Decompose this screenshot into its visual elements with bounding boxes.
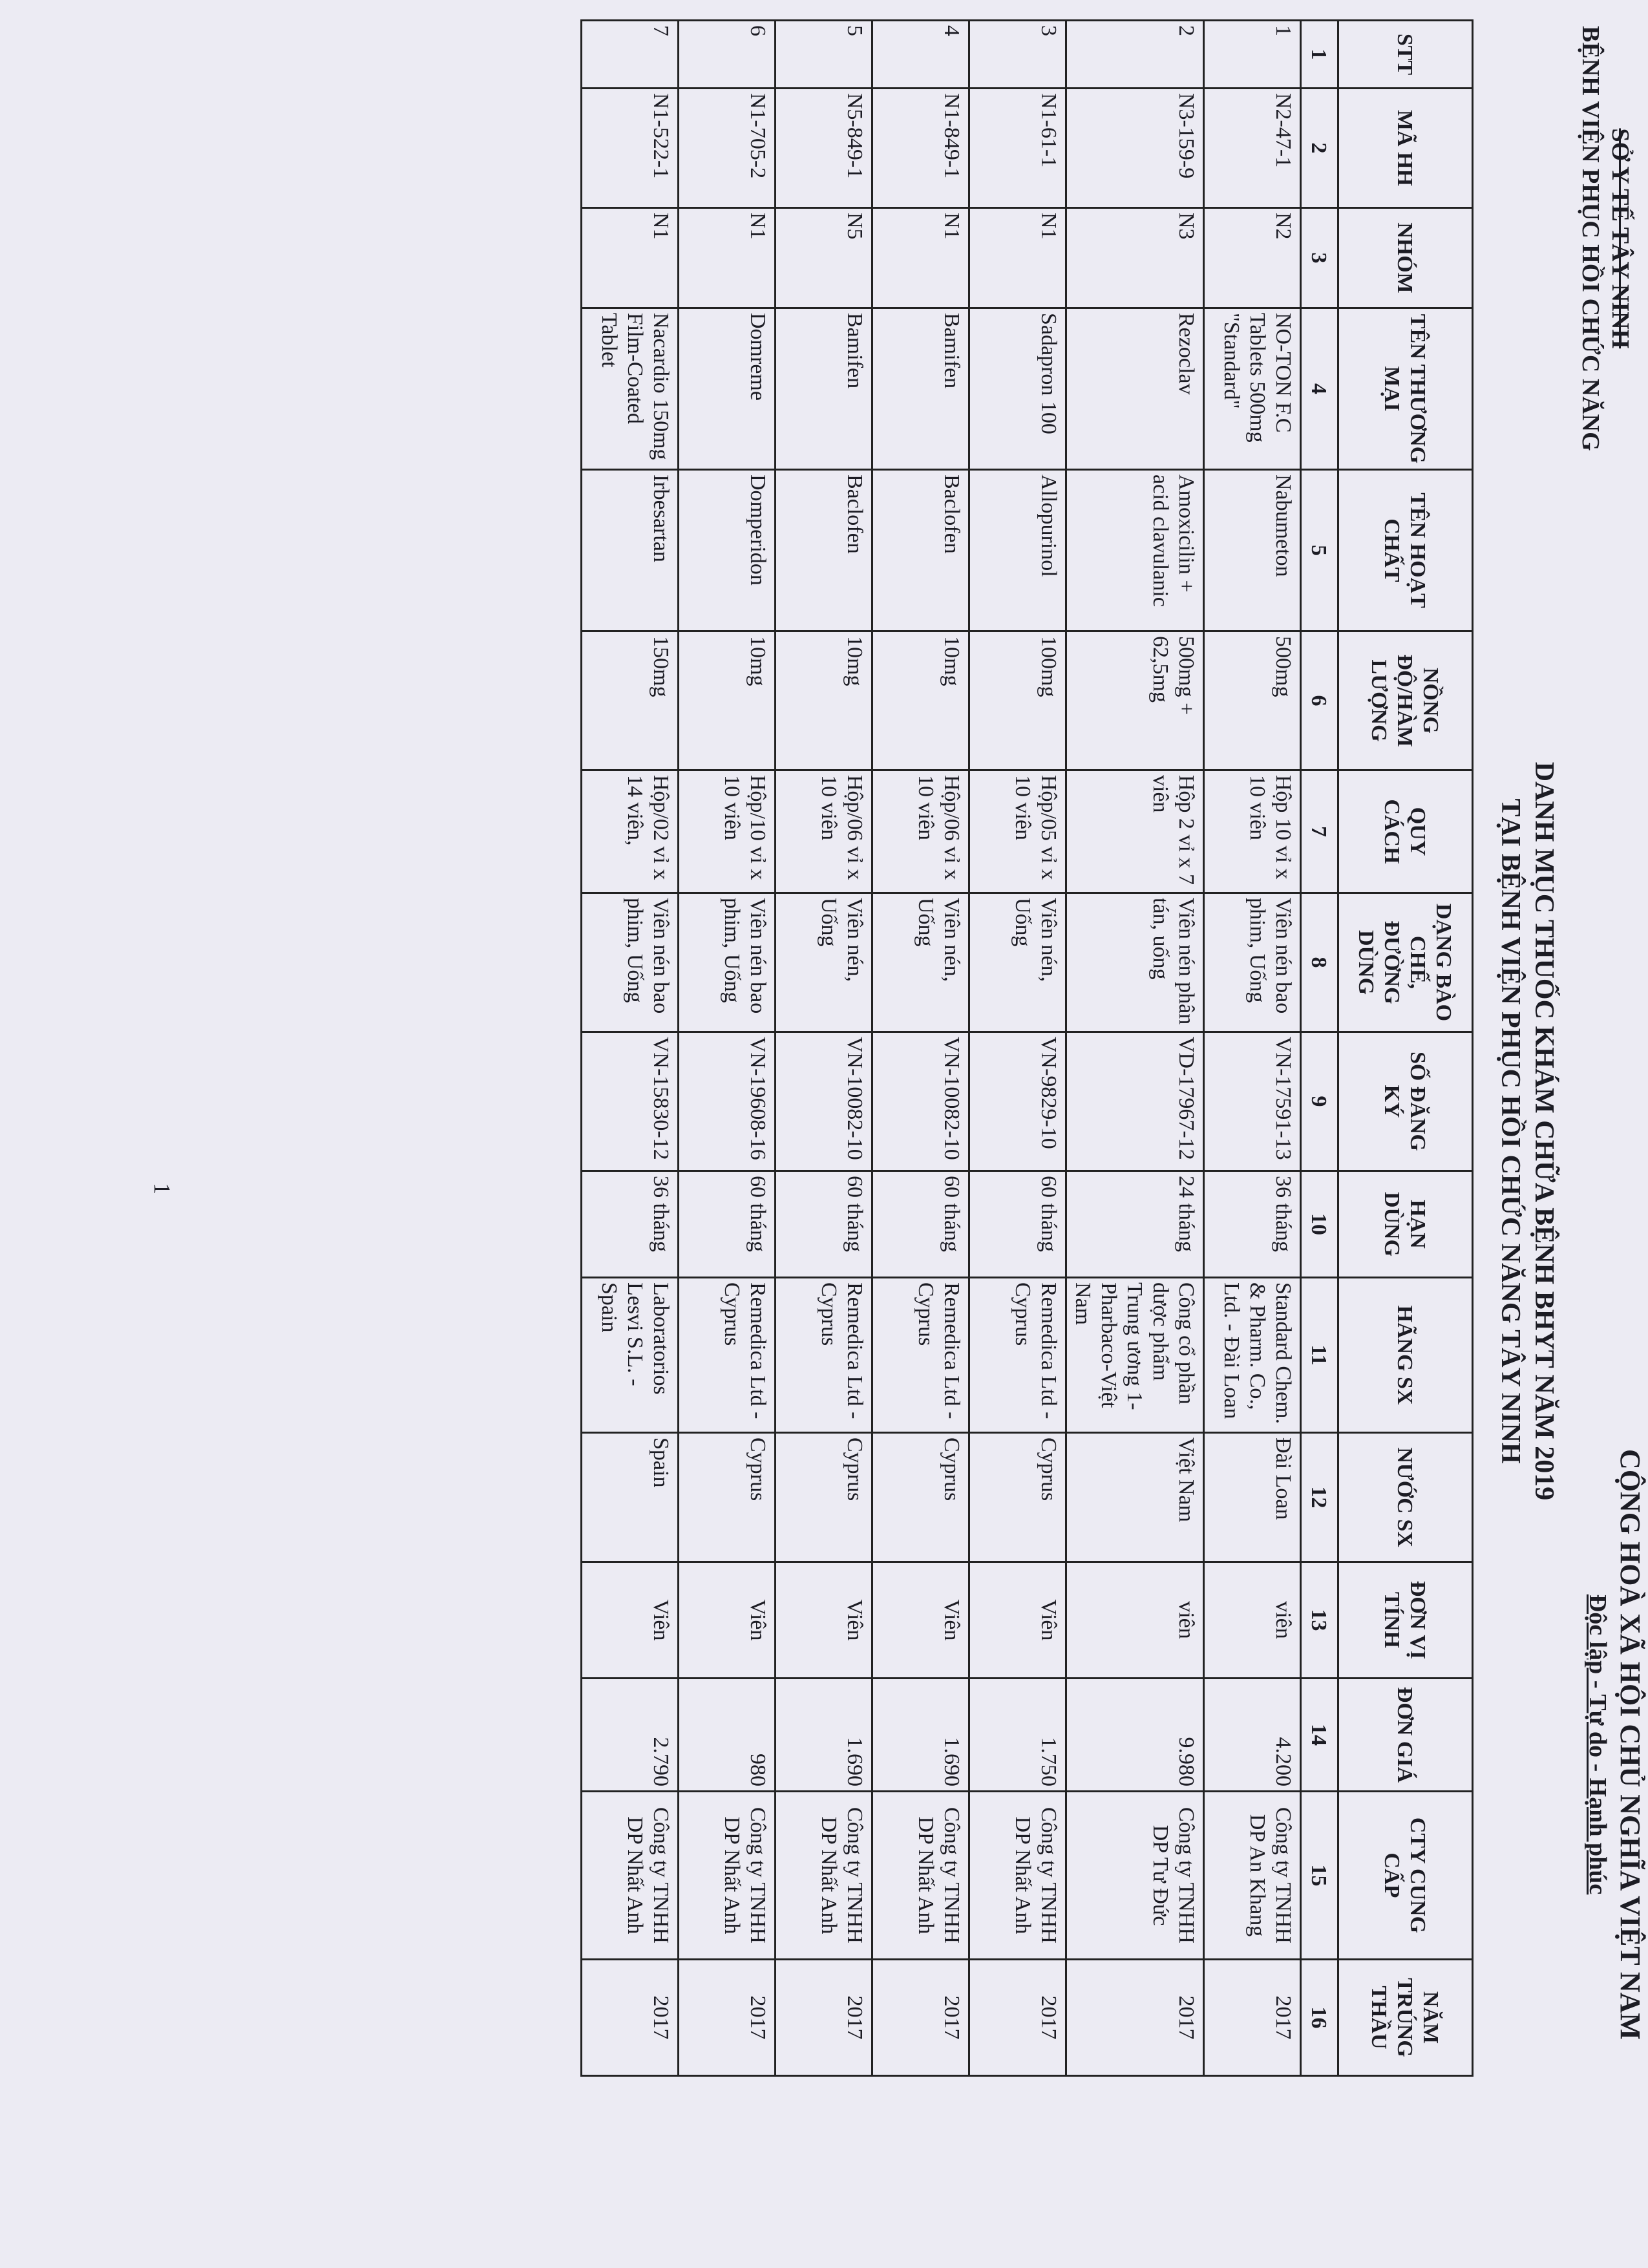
col-header: MÃ HH [1338,89,1473,208]
column-number: 4 [1301,308,1338,470]
unit-cell: Viên [872,1562,969,1679]
award-year-cell: 2017 [872,1960,969,2076]
product-code-cell: N1-705-2 [679,89,776,208]
registration-number-cell: VN-10082-10 [872,1032,969,1171]
country-cell: Cyprus [872,1433,969,1562]
dosage-form-cell: Viên nén bao phim, Uống [1204,893,1301,1032]
strength-cell: 500mg + 62,5mg [1066,631,1204,770]
country-cell: Cyprus [679,1433,776,1562]
department-name: SỞ Y TẾ TÂY NINH [1607,128,1634,349]
registration-number-cell: VN-9829-10 [969,1032,1066,1171]
active-ingredient-cell: Allopurinol [969,470,1066,631]
column-number: 14 [1301,1679,1338,1792]
packaging-cell: Hộp/06 vỉ x 10 viên [872,770,969,893]
col-header: QUY CÁCH [1338,770,1473,893]
col-header: NHÓM [1338,208,1473,308]
product-code-cell: N3-159-9 [1066,89,1204,208]
col-header: TÊN THƯƠNG MẠI [1338,308,1473,470]
stt-cell: 1 [1204,21,1301,89]
col-header: CTY CUNG CẤP [1338,1792,1473,1960]
active-ingredient-cell: Baclofen [776,470,872,631]
manufacturer-cell: Laboratorios Lesvi S.L. -Spain [582,1278,679,1433]
unit-cell: Viên [679,1562,776,1679]
active-ingredient-cell: Baclofen [872,470,969,631]
manufacturer-cell: Standard Chem. & Pharm. Co., Ltd. - Đài Loan [1204,1278,1301,1433]
manufacturer-cell: Remedica Ltd - Cyprus [679,1278,776,1433]
table-row [582,21,679,2076]
col-header: ĐƠN VỊ TÍNH [1338,1562,1473,1679]
product-code-cell: N1-522-1 [582,89,679,208]
award-year-cell: 2017 [776,1960,872,2076]
award-year-cell: 2017 [582,1960,679,2076]
col-header: STT [1338,21,1473,89]
country-name: CỘNG HOÀ XÃ HỘI CHỦ NGHĨA VIỆT NAM [1614,1449,1646,2040]
issuer-block [1576,26,1635,451]
table-row [679,21,776,2076]
column-number: 9 [1301,1032,1338,1171]
trade-name-cell: Domreme [679,308,776,470]
unit-cell: Viên [582,1562,679,1679]
unit-cell: Viên [969,1562,1066,1679]
title-line-2: TẠI BỆNH VIỆN PHỤC HỒI CHỨC NĂNG TÂY NINH [1495,798,1525,1464]
col-header: DẠNG BÀO CHẾ, ĐƯỜNG DÙNG [1338,893,1473,1032]
unit-price-cell: 9.980 [1066,1679,1204,1792]
packaging-cell: Hộp/02 vỉ x 14 viên, [582,770,679,893]
group-cell: N1 [872,208,969,308]
title-line-1: DANH MỤC THUỐC KHÁM CHỮA BỆNH BHYT NĂM 2019 [1529,761,1559,1501]
trade-name-cell: Bamifen [776,308,872,470]
unit-cell: Viên [776,1562,872,1679]
column-number: 12 [1301,1433,1338,1562]
active-ingredient-cell: Amoxicilin + acid clavulanic [1066,470,1204,631]
column-number: 13 [1301,1562,1338,1679]
supplier-cell: Công ty TNHH DP Tư Đức [1066,1792,1204,1960]
stt-cell: 7 [582,21,679,89]
unit-price-cell: 1.750 [969,1679,1066,1792]
column-number: 15 [1301,1792,1338,1960]
registration-number-cell: VN-17591-13 [1204,1032,1301,1171]
shelf-life-cell: 60 tháng [969,1171,1066,1278]
motto: Độc lập - Tự do - Hạnh phúc [1584,1594,1611,1895]
strength-cell: 150mg [582,631,679,770]
group-cell: N1 [969,208,1066,308]
manufacturer-cell: Công cổ phần dược phẩm Trung ương 1-Pharbaco-Việt Nam [1066,1278,1204,1433]
col-header: TÊN HOẠT CHẤT [1338,470,1473,631]
manufacturer-cell: Remedica Ltd - Cyprus [776,1278,872,1433]
stt-cell: 2 [1066,21,1204,89]
table-row [872,21,969,2076]
dosage-form-cell: Viên nén, Uống [872,893,969,1032]
col-header: HÃNG SX [1338,1278,1473,1433]
country-cell: Cyprus [776,1433,872,1562]
supplier-cell: Công ty TNHH DP Nhất Anh [582,1792,679,1960]
registration-number-cell: VD-17967-12 [1066,1032,1204,1171]
strength-cell: 100mg [969,631,1066,770]
column-number: 3 [1301,208,1338,308]
country-cell: Spain [582,1433,679,1562]
manufacturer-cell: Remedica Ltd - Cyprus [872,1278,969,1433]
award-year-cell: 2017 [969,1960,1066,2076]
trade-name-cell: NO-TON F.C Tablets 500mg "Standard" [1204,308,1301,470]
unit-cell: viên [1066,1562,1204,1679]
col-header: NỒNG ĐỘ/HÀM LƯỢNG [1338,631,1473,770]
country-cell: Đài Loan [1204,1433,1301,1562]
document-title [1494,517,1561,1745]
shelf-life-cell: 60 tháng [679,1171,776,1278]
column-number: 16 [1301,1960,1338,2076]
page-number: 1 [149,1183,175,1194]
column-number: 10 [1301,1171,1338,1278]
shelf-life-cell: 36 tháng [582,1171,679,1278]
product-code-cell: N5-849-1 [776,89,872,208]
unit-price-cell: 980 [679,1679,776,1792]
strength-cell: 10mg [776,631,872,770]
trade-name-cell: Bamifen [872,308,969,470]
dosage-form-cell: Viên nén bao phim, Uống [679,893,776,1032]
active-ingredient-cell: Domperidon [679,470,776,631]
column-number: 1 [1301,21,1338,89]
column-number: 7 [1301,770,1338,893]
column-number: 11 [1301,1278,1338,1433]
product-code-cell: N1-61-1 [969,89,1066,208]
supplier-cell: Công ty TNHH DP An Khang [1204,1792,1301,1960]
column-number-row [1301,21,1338,2076]
trade-name-cell: Sadapron 100 [969,308,1066,470]
col-header: NƯỚC SX [1338,1433,1473,1562]
product-code-cell: N2-47-1 [1204,89,1301,208]
table-row [1066,21,1204,2076]
column-number: 6 [1301,631,1338,770]
table-row [969,21,1066,2076]
hospital-name: BỆNH VIỆN PHỤC HỒI CHỨC NĂNG [1577,26,1604,451]
supplier-cell: Công ty TNHH DP Nhất Anh [872,1792,969,1960]
active-ingredient-cell: Nabumeton [1204,470,1301,631]
registration-number-cell: VN-10082-10 [776,1032,872,1171]
shelf-life-cell: 24 tháng [1066,1171,1204,1278]
group-cell: N1 [582,208,679,308]
shelf-life-cell: 60 tháng [776,1171,872,1278]
packaging-cell: Hộp/05 vỉ x 10 viên [969,770,1066,893]
registration-number-cell: VN-15830-12 [582,1032,679,1171]
column-number: 5 [1301,470,1338,631]
unit-price-cell: 1.690 [872,1679,969,1792]
award-year-cell: 2017 [1066,1960,1204,2076]
active-ingredient-cell: Irbesartan [582,470,679,631]
col-header: SỐ ĐĂNG KÝ [1338,1032,1473,1171]
supplier-cell: Công ty TNHH DP Nhất Anh [969,1792,1066,1960]
country-cell: Việt Nam [1066,1433,1204,1562]
trade-name-cell: Rezoclav [1066,308,1204,470]
award-year-cell: 2017 [679,1960,776,2076]
strength-cell: 10mg [679,631,776,770]
unit-price-cell: 4.200 [1204,1679,1301,1792]
unit-cell: viên [1204,1562,1301,1679]
packaging-cell: Hộp 2 vỉ x 7 viên [1066,770,1204,893]
manufacturer-cell: Remedica Ltd - Cyprus [969,1278,1066,1433]
packaging-cell: Hộp 10 vỉ x 10 viên [1204,770,1301,893]
col-header: HẠN DÙNG [1338,1171,1473,1278]
national-motto-block [1582,1260,1647,2229]
stt-cell: 4 [872,21,969,89]
group-cell: N5 [776,208,872,308]
award-year-cell: 2017 [1204,1960,1301,2076]
shelf-life-cell: 36 tháng [1204,1171,1301,1278]
stt-cell: 5 [776,21,872,89]
product-code-cell: N1-849-1 [872,89,969,208]
group-cell: N1 [679,208,776,308]
registration-number-cell: VN-19608-16 [679,1032,776,1171]
dosage-form-cell: Viên nén, Uống [776,893,872,1032]
table-row [1204,21,1301,2076]
column-number: 8 [1301,893,1338,1032]
dosage-form-cell: Viên nén phân tán, uống [1066,893,1204,1032]
group-cell: N2 [1204,208,1301,308]
supplier-cell: Công ty TNHH DP Nhất Anh [776,1792,872,1960]
column-number: 2 [1301,89,1338,208]
drug-list-table [580,19,1474,2077]
strength-cell: 10mg [872,631,969,770]
col-header: NĂM TRÚNG THẦU [1338,1960,1473,2076]
dosage-form-cell: Viên nén bao phim, Uống [582,893,679,1032]
group-cell: N3 [1066,208,1204,308]
packaging-cell: Hộp/10 vỉ x 10 viên [679,770,776,893]
stt-cell: 6 [679,21,776,89]
packaging-cell: Hộp/06 vỉ x 10 viên [776,770,872,893]
shelf-life-cell: 60 tháng [872,1171,969,1278]
unit-price-cell: 1.690 [776,1679,872,1792]
header-row [1338,21,1473,2076]
col-header: ĐƠN GIÁ [1338,1679,1473,1792]
country-cell: Cyprus [969,1433,1066,1562]
table-row [776,21,872,2076]
unit-price-cell: 2.790 [582,1679,679,1792]
dosage-form-cell: Viên nén, Uống [969,893,1066,1032]
stt-cell: 3 [969,21,1066,89]
strength-cell: 500mg [1204,631,1301,770]
trade-name-cell: Nacardio 150mg Film-Coated Tablet [582,308,679,470]
supplier-cell: Công ty TNHH DP Nhất Anh [679,1792,776,1960]
